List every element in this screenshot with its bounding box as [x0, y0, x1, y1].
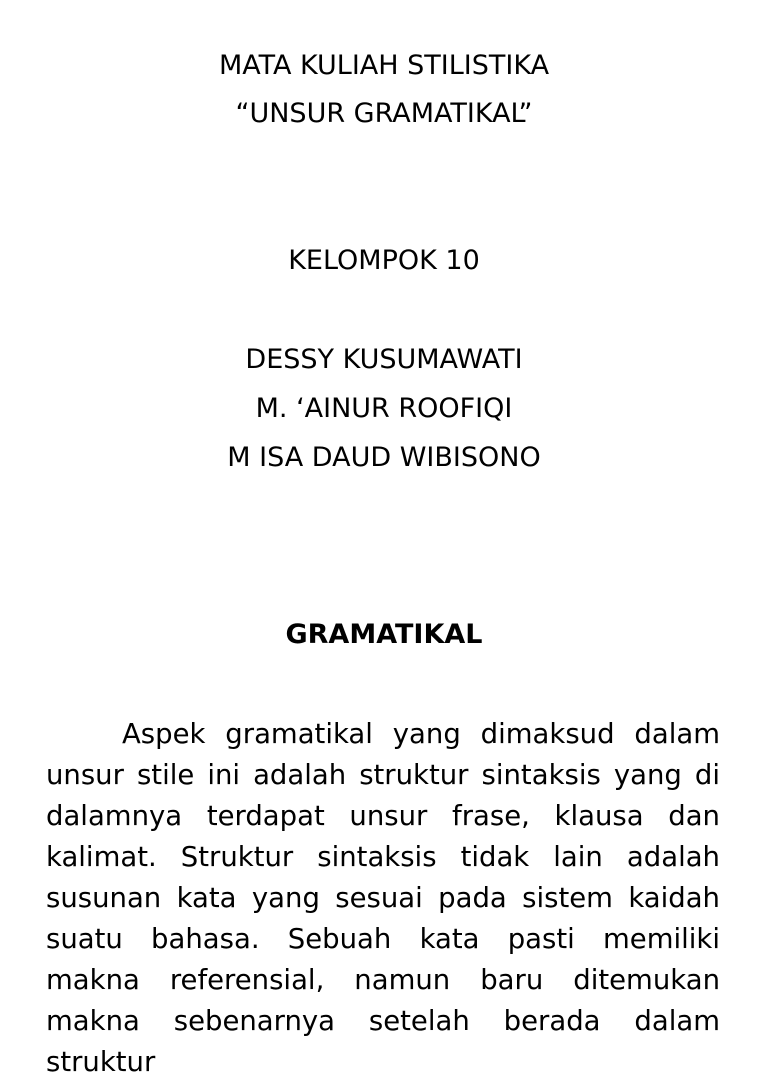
- member-name: DESSY KUSUMAWATI: [245, 344, 523, 375]
- group-label: KELOMPOK 10: [288, 245, 480, 276]
- body-paragraph: Aspek gramatikal yang dimaksud dalam unsur stile ini adalah struktur sintaksis yang di dalamnya terdapat unsur frase, klausa dan kalimat. Struktur sintaksis tidak lain adalah susunan kata yang sesuai pada sistem kaidah suatu bahasa. Sebuah kata pasti memiliki makna referensial, namun baru ditemukan makna sebenarnya setelah berada dalam struktur: [46, 718, 720, 1078]
- section-heading: GRAMATIKAL: [285, 619, 483, 650]
- topic-title: “UNSUR GRAMATIKAL”: [235, 98, 533, 129]
- course-title: MATA KULIAH STILISTIKA: [218, 50, 550, 81]
- member-name: M ISA DAUD WIBISONO: [227, 442, 541, 473]
- member-name: M. ‘AINUR ROOFIQI: [255, 393, 513, 424]
